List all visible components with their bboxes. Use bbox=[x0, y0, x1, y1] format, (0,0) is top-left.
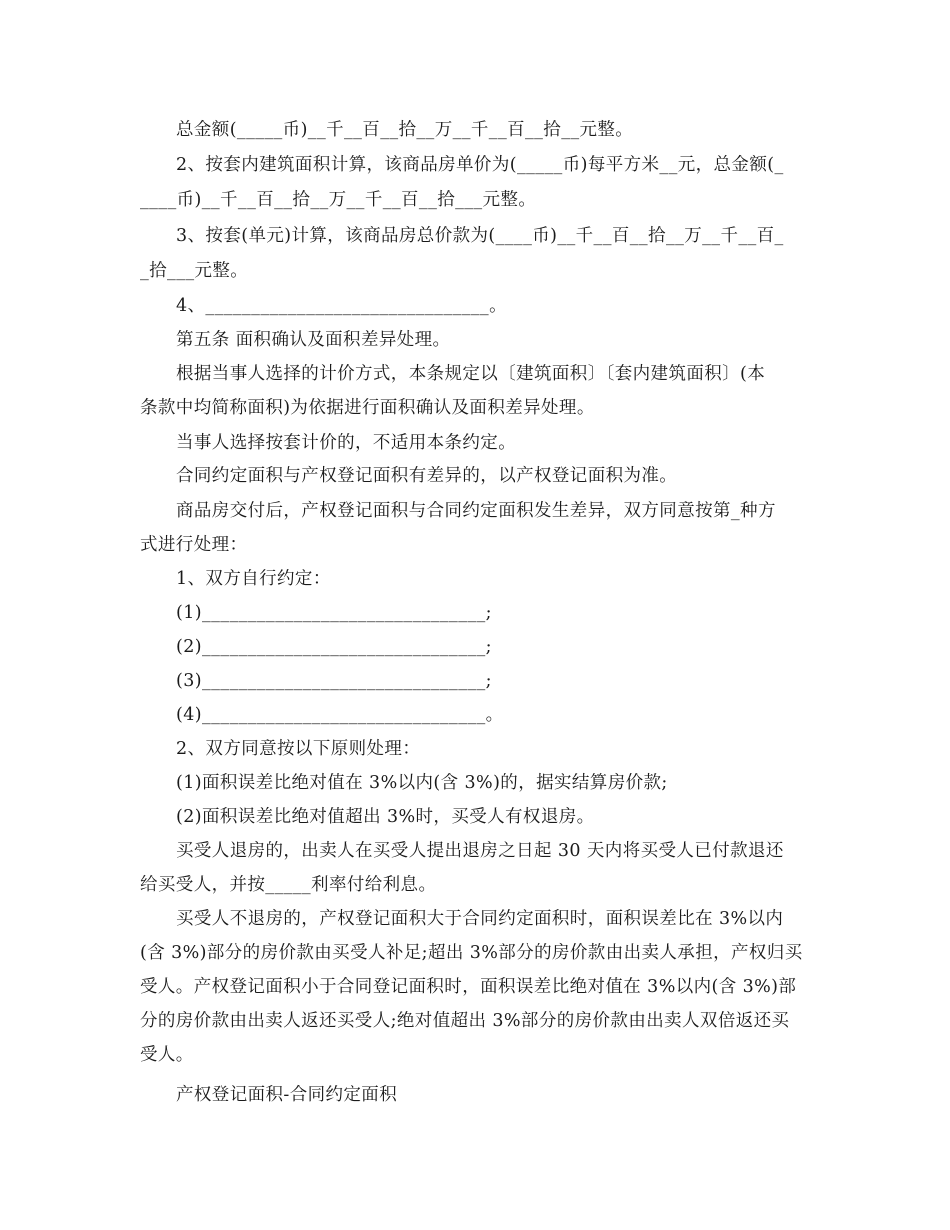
list-item: (2)_______________________________; bbox=[176, 637, 492, 657]
paragraph-line: 当事人选择按套计价的，不适用本条约定。 bbox=[176, 433, 517, 453]
paragraph-line: 根据当事人选择的计价方式，本条规定以〔建筑面积〕〔套内建筑面积〕(本 bbox=[176, 364, 766, 384]
paragraph-line: (含 3%)部分的房价款由买受人补足;超出 3%部分的房价款由出卖人承担，产权归买 bbox=[140, 943, 803, 963]
paragraph-line: 分的房价款由出卖人返还买受人;绝对值超出 3%部分的房价款由出卖人双倍返还买 bbox=[140, 1011, 790, 1031]
paragraph-line: 合同约定面积与产权登记面积有差异的，以产权登记面积为准。 bbox=[176, 466, 678, 486]
section-heading: 第五条 面积确认及面积差异处理。 bbox=[176, 330, 451, 350]
paragraph-line: 买受人退房的，出卖人在买受人提出退房之日起 30 天内将买受人已付款退还 bbox=[176, 841, 784, 861]
paragraph-line: 4、_______________________________。 bbox=[176, 296, 507, 316]
list-item: (2)面积误差比绝对值超出 3%时，买受人有权退房。 bbox=[176, 807, 595, 827]
paragraph-line: 给买受人，并按_____利率付给利息。 bbox=[140, 875, 437, 895]
paragraph-line: 2、按套内建筑面积计算，该商品房单价为(_____币)每平方米__元，总金额(_ bbox=[176, 155, 784, 175]
list-item: (4)_______________________________。 bbox=[176, 705, 504, 725]
paragraph-line: 产权登记面积-合同约定面积 bbox=[176, 1085, 398, 1105]
list-item: (3)_______________________________; bbox=[176, 671, 492, 691]
paragraph-line: 式进行处理： bbox=[140, 535, 248, 555]
list-item: (1)面积误差比绝对值在 3%以内(含 3%)的，据实结算房价款; bbox=[176, 773, 668, 793]
paragraph-line: 买受人不退房的，产权登记面积大于合同约定面积时，面积误差比在 3%以内 bbox=[176, 909, 784, 929]
paragraph-line: 总金额(_____币)__千__百__拾__万__千__百__拾__元整。 bbox=[176, 120, 634, 140]
paragraph-line: 条款中均简称面积)为依据进行面积确认及面积差异处理。 bbox=[140, 398, 595, 418]
list-item: (1)_______________________________; bbox=[176, 603, 492, 623]
paragraph-line: 受人。 bbox=[140, 1045, 194, 1065]
list-heading: 2、双方同意按以下原则处理： bbox=[176, 739, 421, 759]
paragraph-line: _拾___元整。 bbox=[140, 261, 249, 281]
list-heading: 1、双方自行约定： bbox=[176, 569, 331, 589]
paragraph-line: 3、按套(单元)计算，该商品房总价款为(____币)__千__百__拾__万__千__百_ bbox=[176, 226, 784, 246]
paragraph-line: ____币)__千__百__拾__万__千__百__拾___元整。 bbox=[140, 190, 537, 210]
paragraph-line: 商品房交付后，产权登记面积与合同约定面积发生差异，双方同意按第_种方 bbox=[176, 501, 776, 521]
paragraph-line: 受人。产权登记面积小于合同登记面积时，面积误差比绝对值在 3%以内(含 3%)部 bbox=[140, 977, 797, 997]
